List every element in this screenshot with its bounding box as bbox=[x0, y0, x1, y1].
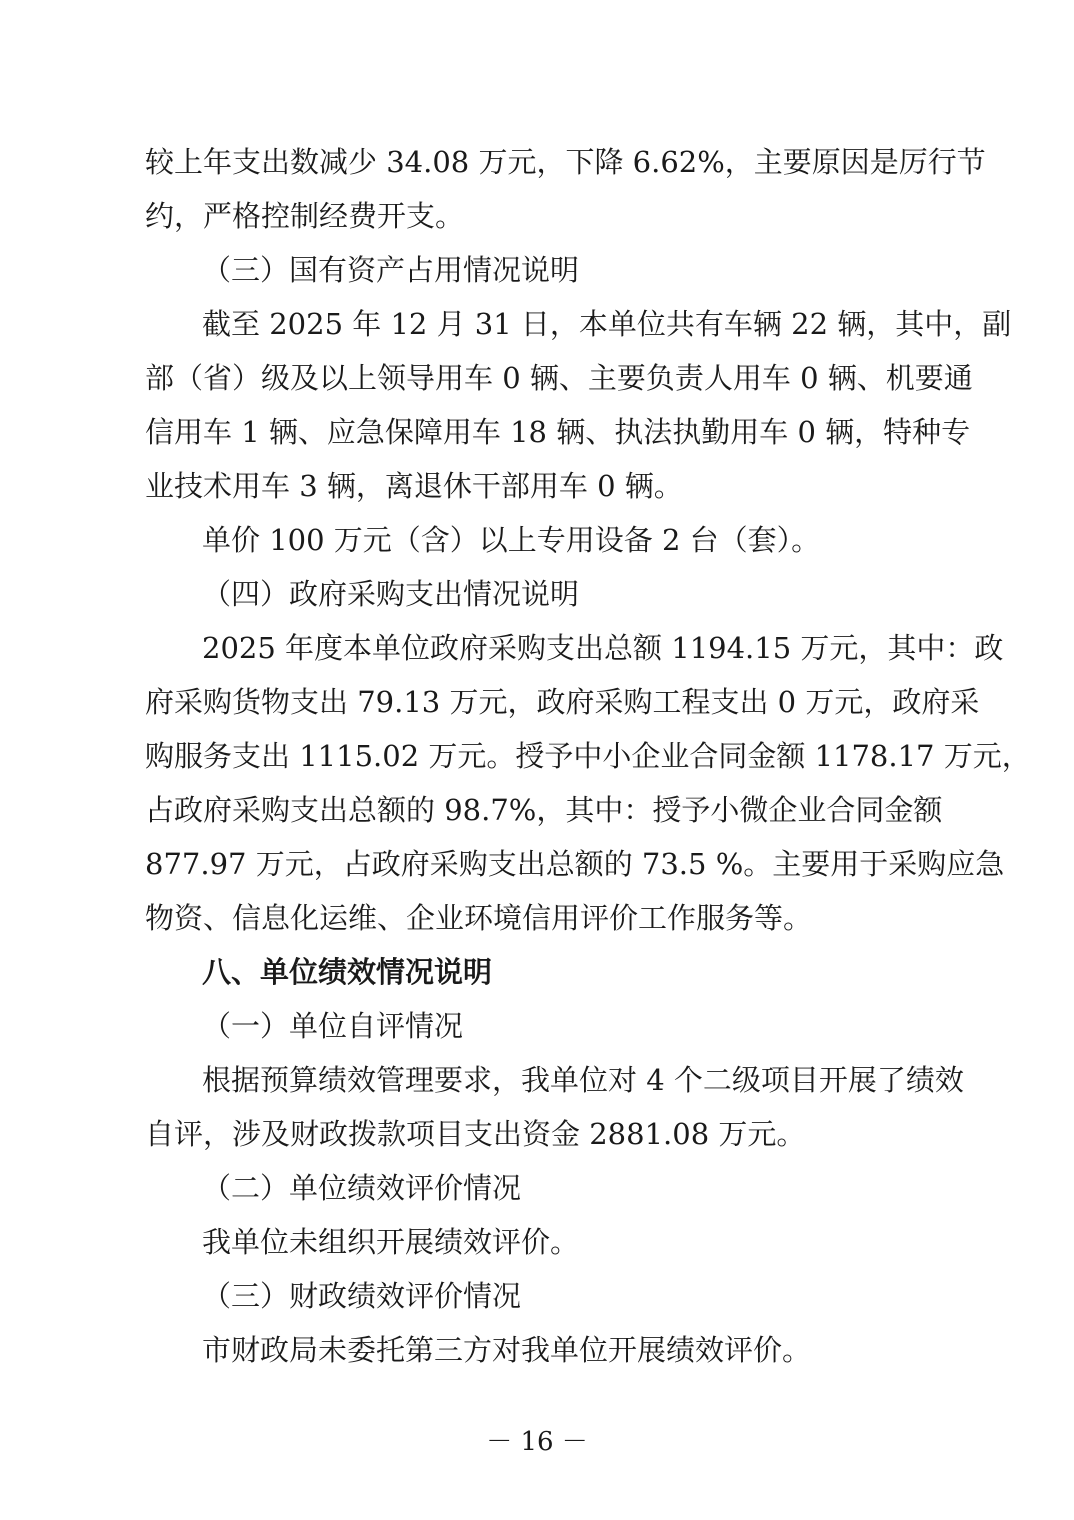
section-subheading: （三）国有资产占用情况说明 bbox=[202, 253, 580, 287]
paragraph-line: 购服务支出 1115.02 万元。授予中小企业合同金额 1178.17 万元， bbox=[145, 739, 1031, 773]
section-subheading: （二）单位绩效评价情况 bbox=[202, 1171, 522, 1205]
paragraph-line: 877.97 万元，占政府采购支出总额的 73.5 %。主要用于采购应急 bbox=[145, 847, 1005, 881]
section-heading: 八、单位绩效情况说明 bbox=[202, 955, 493, 989]
paragraph-line: 占政府采购支出总额的 98.7%，其中：授予小微企业合同金额 bbox=[145, 793, 943, 827]
paragraph-line: 府采购货物支出 79.13 万元，政府采购工程支出 0 万元，政府采 bbox=[145, 685, 980, 719]
paragraph-line: 自评，涉及财政拨款项目支出资金 2881.08 万元。 bbox=[145, 1117, 806, 1151]
section-subheading: （四）政府采购支出情况说明 bbox=[202, 577, 580, 611]
section-subheading: （一）单位自评情况 bbox=[202, 1009, 464, 1043]
paragraph-line: 我单位未组织开展绩效评价。 bbox=[202, 1225, 580, 1259]
paragraph-line: 单价 100 万元（含）以上专用设备 2 台（套）。 bbox=[202, 523, 821, 557]
paragraph-line: 根据预算绩效管理要求，我单位对 4 个二级项目开展了绩效 bbox=[202, 1063, 964, 1097]
paragraph-line: 截至 2025 年 12 月 31 日，本单位共有车辆 22 辆，其中，副 bbox=[202, 307, 1012, 341]
paragraph-line: 物资、信息化运维、企业环境信用评价工作服务等。 bbox=[145, 901, 813, 935]
paragraph-line: 部（省）级及以上领导用车 0 辆、主要负责人用车 0 辆、机要通 bbox=[145, 361, 973, 395]
paragraph-line: 信用车 1 辆、应急保障用车 18 辆、执法执勤用车 0 辆，特种专 bbox=[145, 415, 971, 449]
page-number: － 16 － bbox=[486, 1427, 588, 1457]
paragraph-line: 约，严格控制经费开支。 bbox=[145, 199, 465, 233]
paragraph-line: 业技术用车 3 辆，离退休干部用车 0 辆。 bbox=[145, 469, 683, 503]
paragraph-line: 较上年支出数减少 34.08 万元，下降 6.62%，主要原因是厉行节 bbox=[145, 145, 986, 179]
section-subheading: （三）财政绩效评价情况 bbox=[202, 1279, 522, 1313]
paragraph-line: 市财政局未委托第三方对我单位开展绩效评价。 bbox=[202, 1333, 812, 1367]
paragraph-line: 2025 年度本单位政府采购支出总额 1194.15 万元，其中：政 bbox=[202, 631, 1004, 665]
